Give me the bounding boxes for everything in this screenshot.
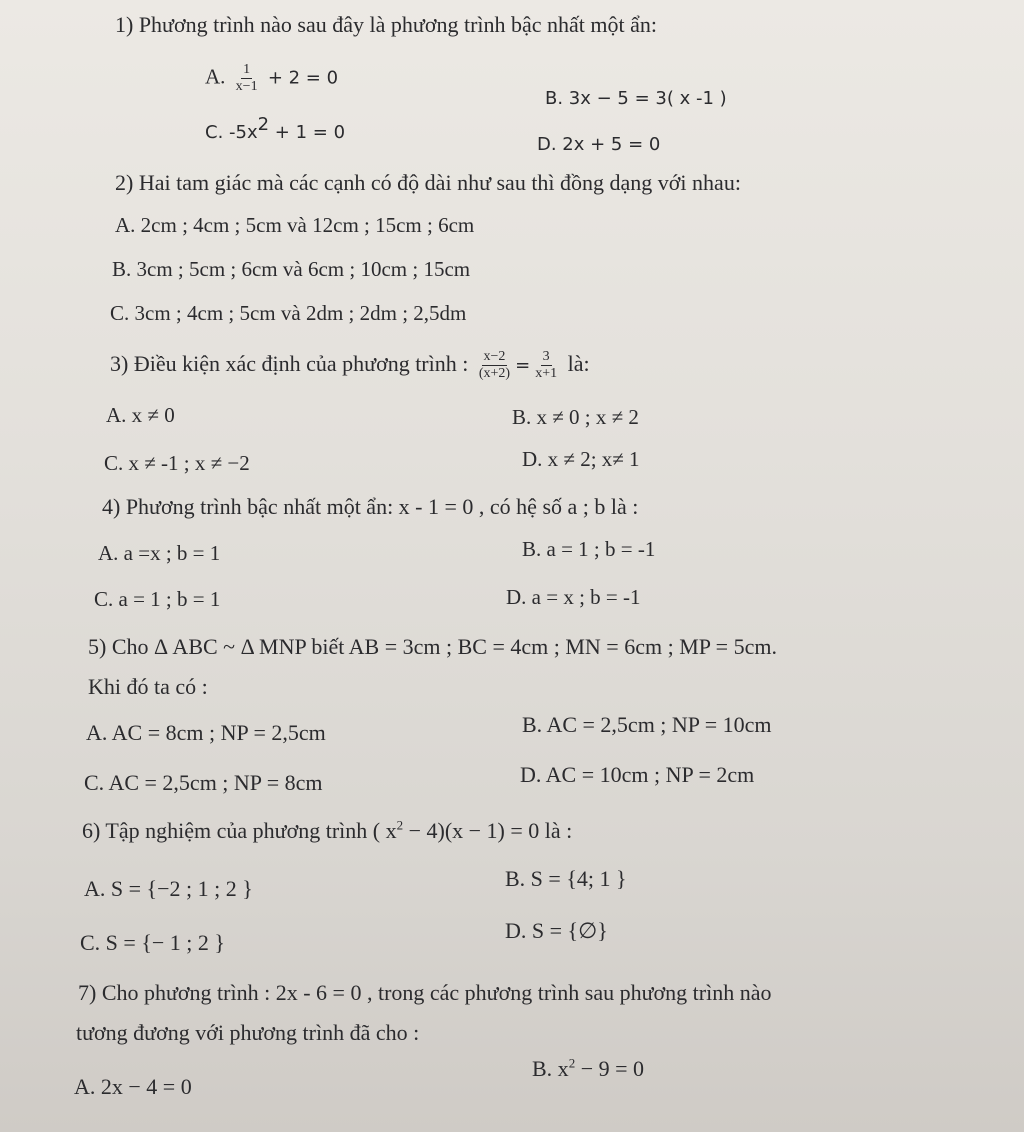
- question-7-option-b: [532, 1056, 644, 1082]
- question-5-stem: 5) Cho Δ ABC ~ Δ MNP biết AB = 3cm ; BC = 4cm ; MN = 6cm ; MP = 5cm.: [88, 634, 777, 659]
- question-5-option-a: A. AC = 8cm ; NP = 2,5cm: [86, 720, 326, 745]
- question-3-stem: [110, 344, 590, 386]
- question-1-option-c: [205, 114, 346, 146]
- fraction-numerator: x−2: [483, 349, 506, 365]
- question-2-option-c: C. 3cm ; 4cm ; 5cm và 2dm ; 2dm ; 2,5dm: [110, 301, 467, 325]
- exponent: 2: [257, 114, 270, 135]
- question-3-option-d: D. x ≠ 2; x≠ 1: [522, 447, 640, 471]
- stem-text-tail: − 4)(x − 1) = 0 là :: [403, 818, 573, 843]
- question-6-stem: [82, 818, 572, 844]
- question-2-stem: 2) Hai tam giác mà các cạnh có độ dài như sau thì đồng dạng với nhau:: [115, 170, 741, 195]
- fraction-numerator: 3: [542, 349, 550, 365]
- option-text-tail: − 9 = 0: [575, 1056, 645, 1081]
- question-1-stem: 1) Phương trình nào sau đây là phương trình bậc nhất một ẩn:: [115, 12, 658, 37]
- option-text: B. 3x − 5 = 3( x -1 ): [545, 88, 727, 109]
- stem-text: 6) Tập nghiệm của phương trình ( x: [82, 818, 397, 843]
- fraction: [234, 62, 260, 95]
- option-text: D. 2x + 5 = 0: [537, 134, 661, 155]
- exponent: 2: [568, 1055, 576, 1071]
- fraction-numerator: 1: [243, 62, 251, 77]
- question-3-option-c: C. x ≠ -1 ; x ≠ −2: [104, 451, 250, 475]
- question-6-option-b: B. S = {4; 1 }: [505, 866, 627, 891]
- question-5-option-d: D. AC = 10cm ; NP = 2cm: [520, 762, 755, 787]
- question-3-option-b: B. x ≠ 0 ; x ≠ 2: [512, 405, 639, 429]
- question-2-option-a: A. 2cm ; 4cm ; 5cm và 12cm ; 15cm ; 6cm: [115, 213, 475, 237]
- question-4-option-d: D. a = x ; b = -1: [506, 585, 641, 609]
- fraction-denominator: (x+2): [478, 366, 511, 382]
- question-6-option-a: A. S = {−2 ; 1 ; 2 }: [84, 876, 253, 901]
- question-3-option-a: A. x ≠ 0: [106, 403, 175, 427]
- question-1-option-d: [537, 130, 660, 158]
- question-5-option-b: B. AC = 2,5cm ; NP = 10cm: [522, 712, 772, 737]
- question-1-option-a: [205, 62, 338, 95]
- option-text: C. -5x: [205, 122, 258, 143]
- question-6-option-c: C. S = {− 1 ; 2 }: [80, 930, 225, 955]
- fraction-denominator: x−1: [235, 79, 258, 94]
- question-4-option-b: B. a = 1 ; b = -1: [522, 537, 656, 561]
- option-expression: + 2 = 0: [267, 67, 339, 89]
- question-4-option-a: A. a =x ; b = 1: [98, 541, 221, 565]
- fraction-denominator: x+1: [535, 366, 558, 382]
- option-text: B. x: [532, 1056, 569, 1081]
- question-6-option-d: D. S = {∅}: [505, 918, 608, 943]
- fraction-1: [477, 349, 512, 382]
- stem-text-tail: là:: [567, 351, 590, 376]
- question-4-option-c: C. a = 1 ; b = 1: [94, 587, 221, 611]
- question-7-stem-line-2: tương đương với phương trình đã cho :: [76, 1020, 420, 1045]
- equals-sign: =: [515, 355, 531, 376]
- question-4-stem: 4) Phương trình bậc nhất một ẩn: x - 1 = 0 , có hệ số a ; b là :: [102, 494, 639, 519]
- fraction-2: [533, 349, 559, 382]
- question-7-stem: 7) Cho phương trình : 2x - 6 = 0 , trong các phương trình sau phương trình nào: [78, 980, 772, 1005]
- stem-text: 3) Điều kiện xác định của phương trình :: [110, 351, 469, 376]
- question-7-option-a: A. 2x − 4 = 0: [74, 1074, 192, 1099]
- question-5-stem-line-2: Khi đó ta có :: [88, 674, 208, 699]
- question-1-option-b: [545, 84, 727, 112]
- exponent: 2: [396, 817, 404, 833]
- question-2-option-b: B. 3cm ; 5cm ; 6cm và 6cm ; 10cm ; 15cm: [112, 257, 471, 281]
- option-text-tail: + 1 = 0: [269, 122, 346, 143]
- question-5-option-c: C. AC = 2,5cm ; NP = 8cm: [84, 770, 323, 795]
- option-label: A.: [205, 64, 226, 89]
